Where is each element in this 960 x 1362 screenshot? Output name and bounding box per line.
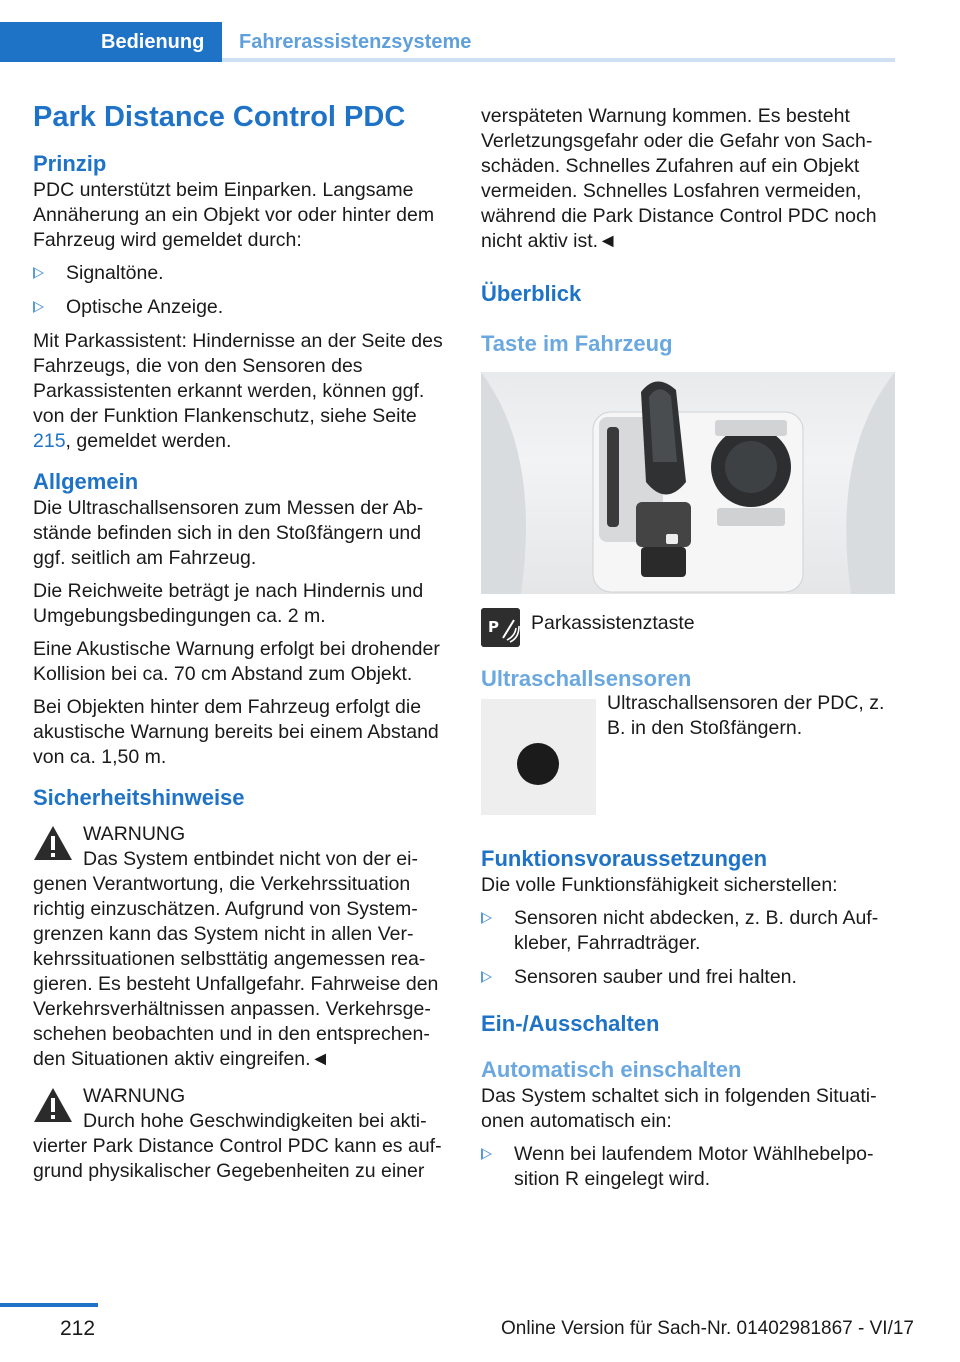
tab-bedienung[interactable]: Bedienung (0, 22, 222, 62)
warning-text: Durch hohe Geschwindigkeiten bei aktivierter Park Distance Control PDC kann es aufgrund physikalischer Gegebenheiten zu einer (33, 1110, 442, 1182)
sensor-image (481, 699, 596, 815)
tab-fahrerassistenzsysteme[interactable]: Fahrerassistenzsysteme (239, 31, 472, 53)
heading-ueberblick: Überblick (481, 281, 582, 306)
warning-triangle-icon (33, 825, 73, 861)
warning-block-1 (33, 822, 448, 1072)
auto-bullet-list (481, 1142, 897, 1192)
list-item-text: Sensoren sauber und frei halten. (514, 966, 797, 988)
heading-taste-im-fahrzeug: Taste im Fahrzeug (481, 331, 673, 356)
heading-ein-ausschalten: Ein-/Ausschalten (481, 1011, 660, 1036)
list-item-text: Optische Anzeige. (66, 296, 224, 318)
left-column (33, 100, 448, 1196)
heading-ultraschallsensoren: Ultraschallsensoren (481, 666, 692, 691)
parkassist-paragraph (33, 329, 448, 454)
page-number: 212 (60, 1317, 96, 1340)
parkassist-text-a: Mit Parkassistent: Hindernisse an der Seite des Fahrzeugs, die von den Sensoren des Parkassistenten erkannt werden, können ggf. von der Funktion Flankenschutz, siehe Seite (33, 330, 443, 427)
triangle-bullet-icon (33, 301, 44, 313)
list-item-text: Sensoren nicht abdecken, z. B. durch Aufkleber, Fahrradträger. (514, 907, 879, 954)
list-item-text: Wenn bei laufendem Motor Wählhebelposition R eingelegt wird. (514, 1143, 874, 1190)
warning-title: WARNUNG (83, 823, 186, 845)
continued-warning-text: verspäteten Warnung kommen. Es besteht Verletzungsgefahr oder die Gefahr von Sachschäden. Schnelles Zufahren auf ein Objekt vermeiden. Schnelles Losfahren vermeiden, während die Park Distance Control PDC noch nicht aktiv ist.◄ (481, 105, 877, 252)
page-title: Park Distance Control PDC (33, 101, 406, 133)
svg-text:P: P (488, 618, 499, 636)
triangle-bullet-icon (481, 1148, 492, 1160)
list-item (33, 295, 448, 320)
list-item (33, 261, 448, 286)
allgemein-paragraph-4: Bei Objekten hinter dem Fahrzeug erfolgt die akustische Warnung bereits bei einem Abstand von ca. 1,50 m. (33, 696, 439, 768)
right-column (481, 104, 897, 1201)
parkassist-text-b: , gemeldet werden. (65, 430, 232, 452)
heading-sicherheitshinweise: Sicherheitshinweise (33, 785, 245, 810)
tab-divider-line (222, 58, 895, 62)
heading-funktionsvoraussetzungen: Funktionsvoraussetzungen (481, 846, 768, 871)
allgemein-paragraph-1: Die Ultraschallsensoren zum Messen der Abstände befinden sich in den Stoßfängern und ggf. seitlich am Fahrzeug. (33, 497, 424, 569)
list-item-text: Signaltöne. (66, 262, 164, 284)
prinzip-bullet-list (33, 261, 448, 320)
console-photo (481, 372, 895, 594)
page-link-215[interactable]: 215 (33, 430, 66, 452)
funktion-bullet-list (481, 906, 897, 990)
list-item (481, 906, 897, 956)
footer-accent-line (0, 1303, 98, 1307)
sensor-row (481, 692, 897, 815)
list-item (481, 1142, 897, 1192)
header-tabs (0, 22, 895, 62)
online-version-note: Online Version für Sach-Nr. 01402981867 - VI/17 (501, 1318, 914, 1339)
heading-prinzip: Prinzip (33, 151, 107, 176)
ultrasonic-sensor-icon (517, 743, 559, 785)
allgemein-paragraph-3: Eine Akustische Warnung erfolgt bei drohender Kollision bei ca. 70 cm Abstand zum Objekt. (33, 638, 440, 685)
list-item (481, 965, 897, 990)
warning-title: WARNUNG (83, 1085, 186, 1107)
triangle-bullet-icon (481, 971, 492, 983)
key-label: Parkassistenztaste (531, 612, 695, 634)
key-row (481, 608, 897, 647)
auto-text: Das System schaltet sich in folgenden Situationen automatisch ein: (481, 1085, 877, 1132)
sensor-description: Ultraschallsensoren der PDC, z. B. in den Stoßfängern. (607, 692, 885, 739)
warning-block-2 (33, 1084, 448, 1184)
warning-text: Das System entbindet nicht von der eigenen Verantwortung, die Verkehrssituation richtig einzuschätzen. Aufgrund von Systemgrenzen kann das System nicht in allen Verkehrssituationen selbsttätig angemessen reagieren. Es besteht Unfallgefahr. Fahrweise den Verkehrsverhältnissen anpassen. Verkehrsgeschehen beobachten und in den entsprechenden Situationen aktiv eingreifen.◄ (33, 848, 439, 1070)
heading-automatisch-einschalten: Automatisch einschalten (481, 1057, 742, 1082)
triangle-bullet-icon (481, 912, 492, 924)
park-assist-key-icon (481, 608, 520, 647)
funktion-text: Die volle Funktionsfähigkeit sicherstellen: (481, 874, 838, 896)
prinzip-text: PDC unterstützt beim Einparken. Langsame Annäherung an ein Objekt vor oder hinter dem Fahrzeug wird gemeldet durch: (33, 179, 435, 251)
triangle-bullet-icon (33, 267, 44, 279)
center-console-image (481, 372, 895, 594)
allgemein-paragraph-2: Die Reichweite beträgt je nach Hindernis und Umgebungsbedingungen ca. 2 m. (33, 580, 424, 627)
heading-allgemein: Allgemein (33, 469, 139, 494)
warning-triangle-icon (33, 1087, 73, 1123)
